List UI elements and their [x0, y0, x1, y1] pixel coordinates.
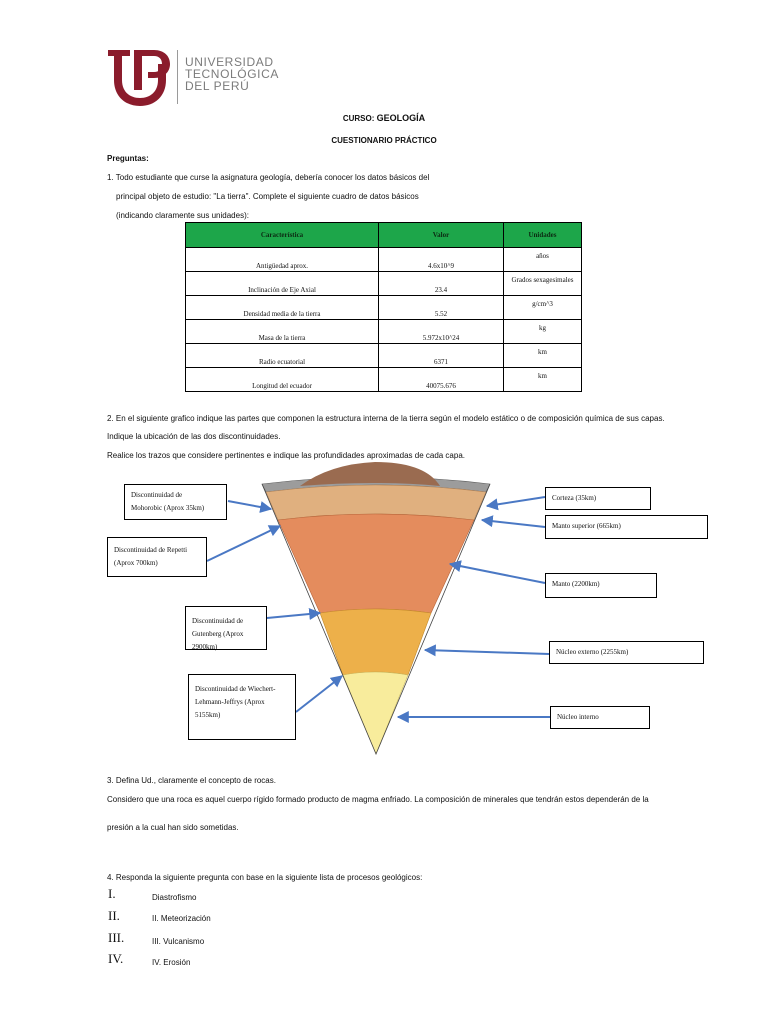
logo-divider	[177, 50, 178, 104]
q1-line-2: principal objeto de estudio: "La tierra". Complete el siguiente cuadro de datos básicos	[116, 192, 419, 201]
table-row	[186, 320, 582, 344]
cell-caracteristica: Longitud del ecuador	[186, 368, 379, 392]
table-row	[186, 296, 582, 320]
table-header-row	[186, 223, 582, 248]
label-mohorobic: Discontinuidad de Mohorobic (Aprox 35km)	[124, 484, 227, 520]
q3-answer-line-1: Considero que una roca es aquel cuerpo rígido formado producto de magma enfriado. La composición de minerales que tendrán estos dependerán de la	[107, 795, 649, 804]
cell-unidad: Grados sexagesimales	[504, 272, 582, 296]
label-nucleo-externo: Núcleo externo (2255km)	[549, 641, 704, 664]
arrow-manto-superior	[482, 520, 545, 527]
crust-surface	[300, 462, 440, 486]
earth-data-table	[185, 222, 582, 392]
cell-unidad: kg	[504, 320, 582, 344]
list-item-roman: II.	[108, 908, 120, 923]
label-repetti: Discontinuidad de Repetti (Aprox 700km)	[107, 537, 207, 577]
earth-structure-diagram	[0, 460, 768, 760]
q2-line-1: 2. En el siguiente grafico indique las partes que componen la estructura interna de la tierra según el modelo estático o de composición química de sus capas.	[107, 414, 665, 423]
cell-valor: 40075.676	[379, 368, 504, 392]
cell-caracteristica: Densidad media de la tierra	[186, 296, 379, 320]
list-item: III. Vulcanismo	[152, 937, 205, 946]
col-header-unidades: Unidades	[504, 223, 582, 248]
table-row	[186, 272, 582, 296]
list-item: Diastrofismo	[152, 893, 197, 902]
cell-unidad: km	[504, 344, 582, 368]
utp-logo-mark-icon	[108, 50, 172, 106]
cell-unidad: años	[504, 248, 582, 272]
q2-line-3: Realice los trazos que considere pertinentes e indique las profundidades aproximadas de cada capa.	[107, 451, 466, 460]
list-item: II. Meteorización	[152, 914, 211, 923]
q3-title: 3. Defina Ud., claramente el concepto de rocas.	[107, 776, 276, 785]
label-wiechert: Discontinuidad de Wiechert-Lehmann-Jeffrys (Aprox 5155km)	[188, 674, 296, 740]
arrow-nucleo-externo	[425, 650, 549, 654]
cell-unidad: g/cm^3	[504, 296, 582, 320]
arrow-repetti	[207, 526, 280, 561]
university-logo	[108, 50, 172, 111]
cell-valor: 23.4	[379, 272, 504, 296]
q4-title: 4. Responda la siguiente pregunta con base en la siguiente lista de procesos geológicos:	[107, 873, 423, 882]
q2-line-2: Indique la ubicación de las dos discontinuidades.	[107, 432, 281, 441]
table-row	[186, 368, 582, 392]
q3-answer-line-2: presión a la cual han sido sometidas.	[107, 823, 239, 832]
cell-unidad: km	[504, 368, 582, 392]
list-item-roman: III.	[108, 930, 125, 945]
page-subtitle: CUESTIONARIO PRÁCTICO	[331, 136, 437, 145]
mantle-layer	[278, 514, 474, 613]
course-name: GEOLOGÍA	[376, 113, 426, 123]
cell-caracteristica: Radio ecuatorial	[186, 344, 379, 368]
outer-core-layer	[320, 609, 431, 675]
list-item: IV. Erosión	[152, 958, 191, 967]
cell-caracteristica: Masa de la tierra	[186, 320, 379, 344]
q1-line-1: 1. Todo estudiante que curse la asignatura geología, debería conocer los datos básicos del	[107, 173, 430, 182]
label-manto-superior: Manto superior (665km)	[545, 515, 708, 539]
university-name-line-1: UNIVERSIDAD	[185, 55, 274, 69]
cell-valor: 5.52	[379, 296, 504, 320]
university-name-line-3: DEL PERÚ	[185, 79, 250, 93]
table-row	[186, 344, 582, 368]
arrow-mohorobic	[228, 501, 271, 509]
course-prefix: CURSO:	[342, 114, 375, 123]
col-header-caracteristica: Característica	[186, 223, 379, 248]
section-label: Preguntas:	[107, 154, 149, 163]
arrow-gutenberg	[267, 613, 320, 618]
university-name	[185, 56, 279, 92]
course-title	[0, 113, 768, 123]
arrow-corteza	[487, 497, 545, 506]
cell-caracteristica: Antigüedad aprox.	[186, 248, 379, 272]
list-item-roman: I.	[108, 886, 116, 901]
label-corteza: Corteza (35km)	[545, 487, 651, 510]
label-nucleo-interno: Núcleo interno	[550, 706, 650, 729]
inner-core-layer	[343, 672, 408, 754]
col-header-valor: Valor	[379, 223, 504, 248]
university-name-line-2: TECNOLÓGICA	[185, 67, 279, 81]
arrow-manto	[450, 564, 545, 583]
list-item-roman: IV.	[108, 951, 124, 966]
cell-valor: 6371	[379, 344, 504, 368]
cell-valor: 5.972x10^24	[379, 320, 504, 344]
cell-valor: 4.6x10^9	[379, 248, 504, 272]
arrow-wiechert	[296, 676, 342, 712]
label-manto: Manto (2200km)	[545, 573, 657, 598]
table-row	[186, 248, 582, 272]
cell-caracteristica: Inclinación de Eje Axial	[186, 272, 379, 296]
q1-line-3: (indicando claramente sus unidades):	[116, 211, 249, 220]
label-gutenberg: Discontinuidad de Gutenberg (Aprox 2900km)	[185, 606, 267, 650]
